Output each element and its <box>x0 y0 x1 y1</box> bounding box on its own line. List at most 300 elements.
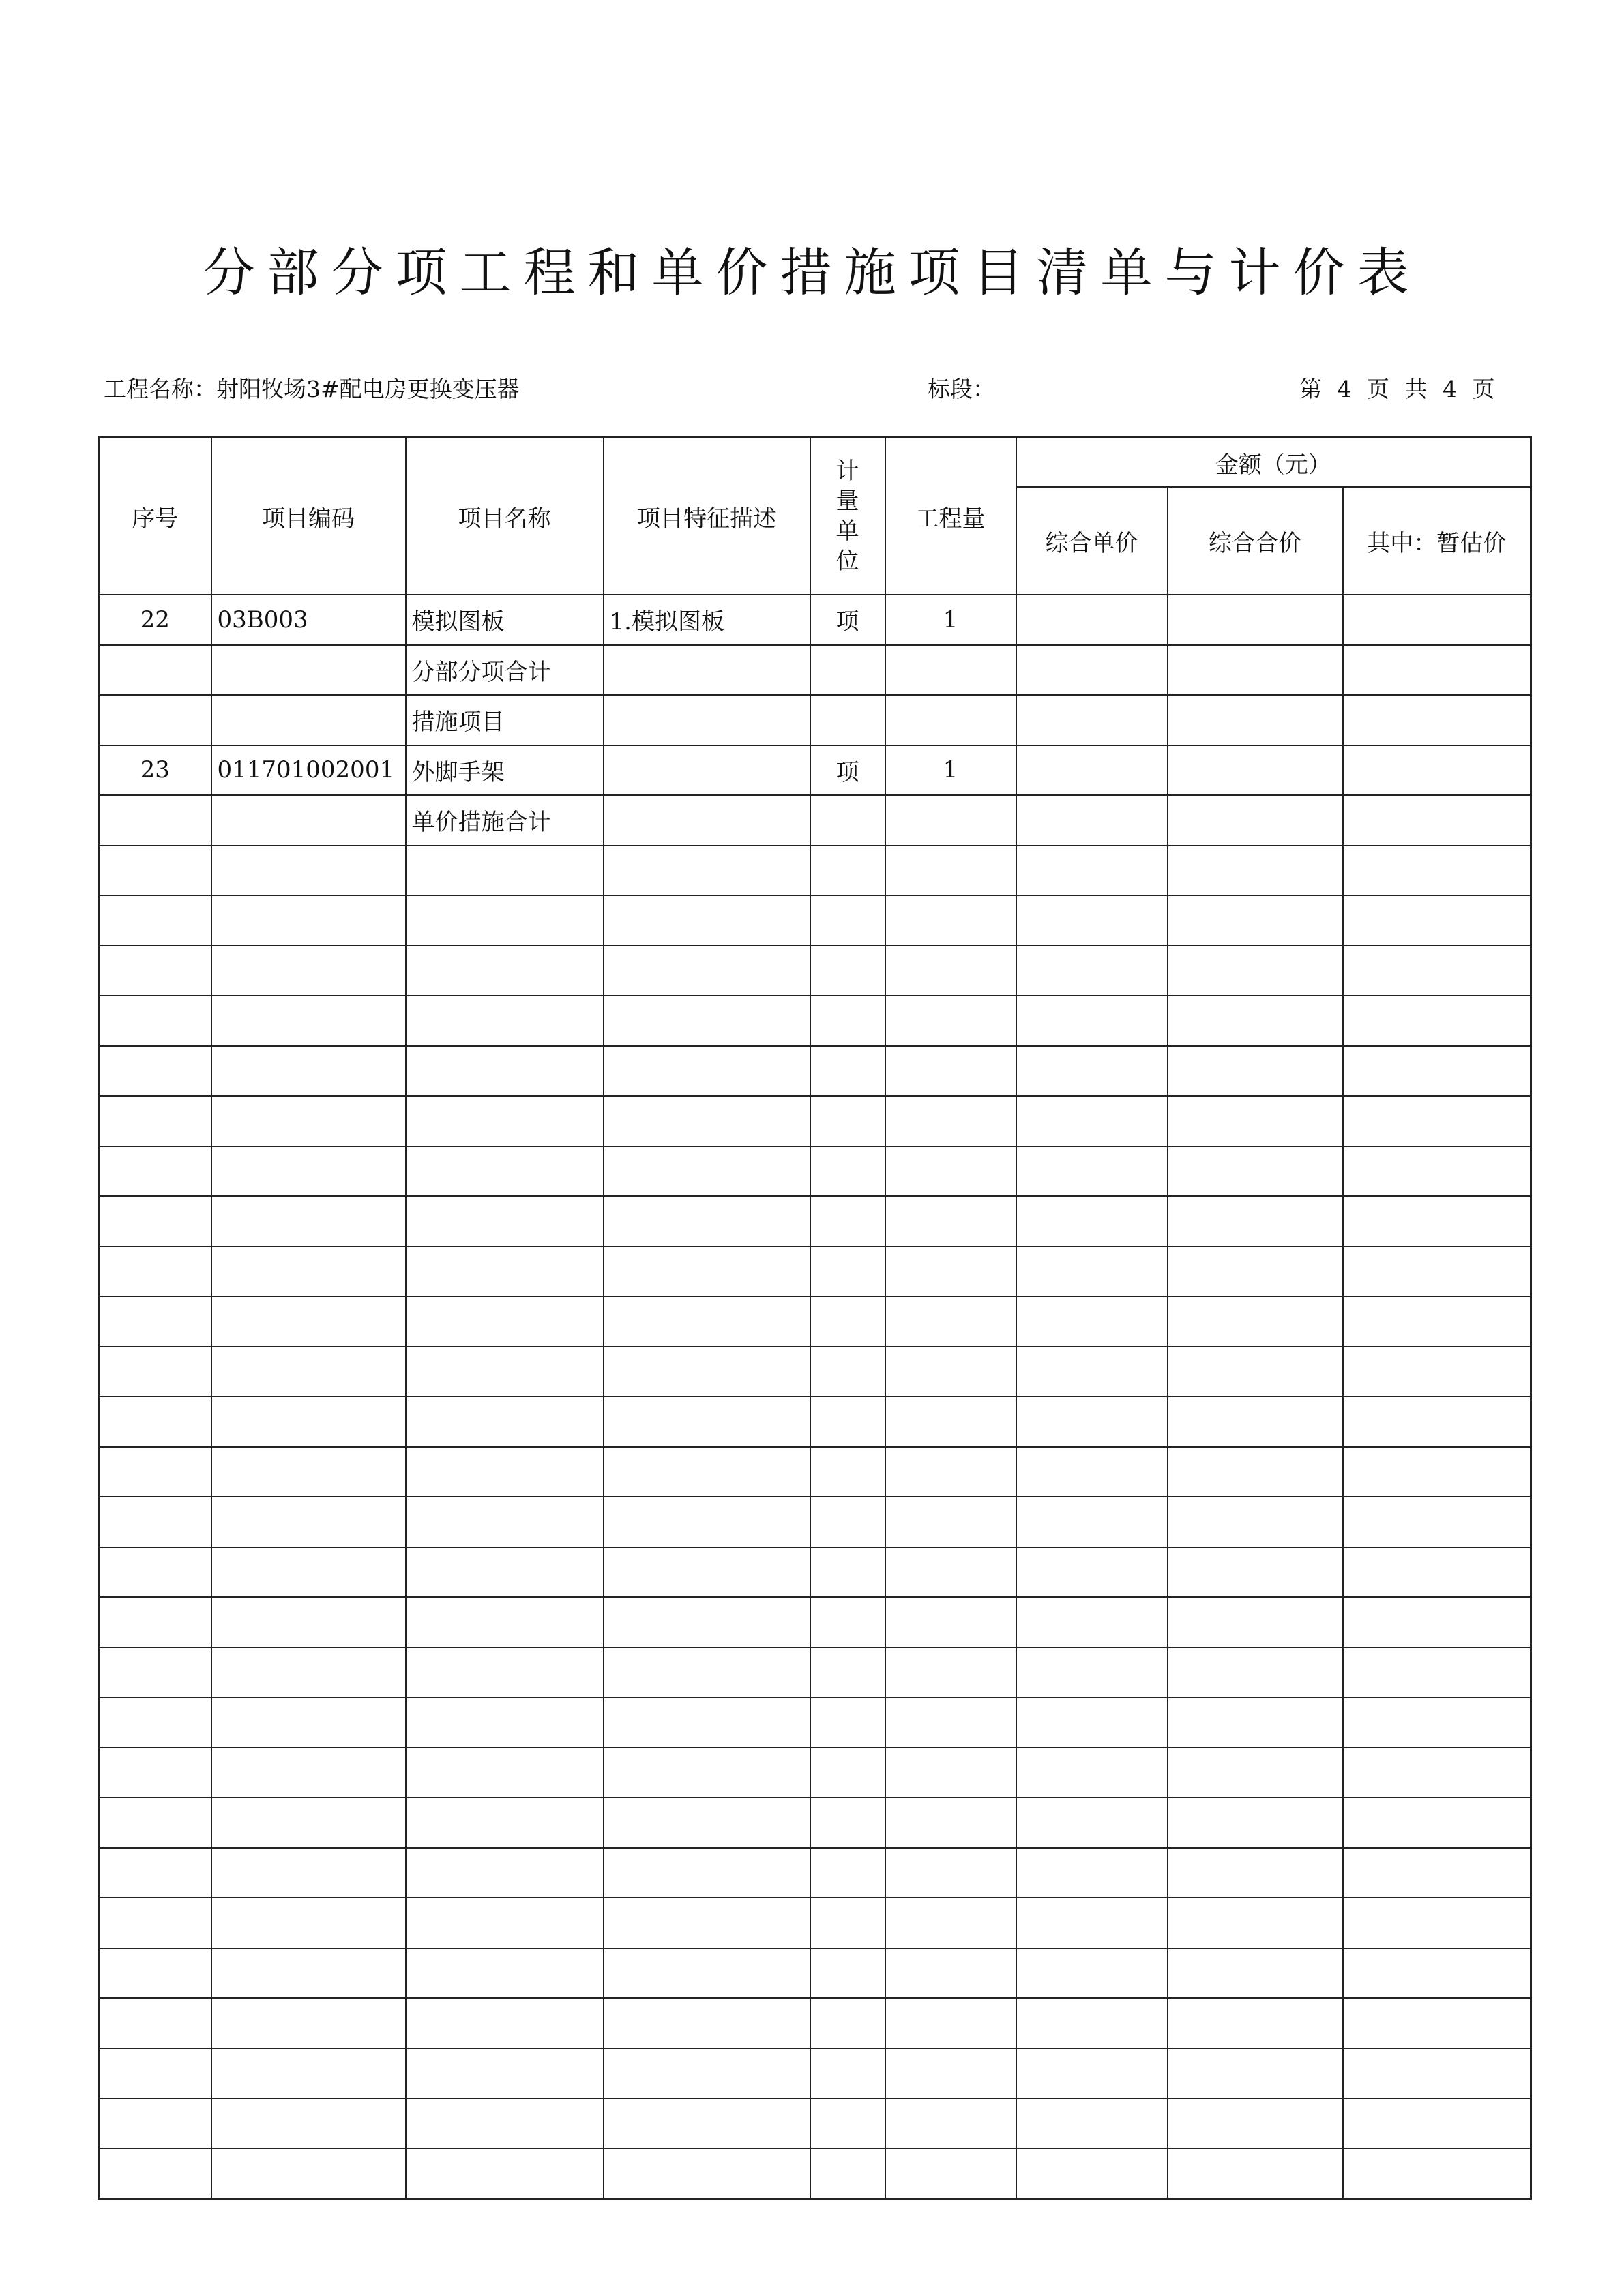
cell-total-price <box>1168 1597 1343 1648</box>
cell-qty <box>885 1247 1016 1297</box>
table-row <box>99 1898 1531 1948</box>
cell-desc <box>604 1597 810 1648</box>
cell-unit-price <box>1016 1296 1168 1347</box>
cell-total-price <box>1168 2098 1343 2149</box>
cell-qty <box>885 1497 1016 1547</box>
table-row <box>99 795 1531 846</box>
cell-name <box>406 1347 604 1397</box>
cell-est-price <box>1343 1096 1531 1146</box>
cell-est-price <box>1343 1597 1531 1648</box>
cell-est-price <box>1343 1648 1531 1698</box>
cell-unit <box>810 846 885 896</box>
cell-seq <box>99 846 211 896</box>
cell-code <box>211 1948 406 1999</box>
cell-total-price <box>1168 946 1343 996</box>
cell-code <box>211 996 406 1046</box>
cell-name <box>406 1046 604 1097</box>
cell-code <box>211 1046 406 1097</box>
cell-name <box>406 1397 604 1447</box>
cell-unit <box>810 1748 885 1798</box>
cell-unit-price <box>1016 1798 1168 1848</box>
cell-qty <box>885 946 1016 996</box>
cell-est-price <box>1343 895 1531 946</box>
cell-code: 011701002001 <box>211 745 406 796</box>
cell-code <box>211 1648 406 1698</box>
cell-unit-price <box>1016 1397 1168 1447</box>
cell-unit <box>810 2149 885 2199</box>
header-name: 项目名称 <box>406 438 604 595</box>
cell-unit <box>810 1146 885 1197</box>
cell-name <box>406 1748 604 1798</box>
cell-total-price <box>1168 2048 1343 2099</box>
cell-name <box>406 2149 604 2199</box>
table-row <box>99 996 1531 1046</box>
cell-seq <box>99 1998 211 2048</box>
cell-qty <box>885 645 1016 696</box>
cell-desc <box>604 996 810 1046</box>
cell-seq <box>99 1697 211 1748</box>
cell-total-price <box>1168 1296 1343 1347</box>
cell-qty <box>885 1196 1016 1247</box>
cell-name <box>406 1798 604 1848</box>
cell-name: 单价措施合计 <box>406 795 604 846</box>
cell-code: 03B003 <box>211 595 406 645</box>
cell-seq <box>99 1748 211 1798</box>
page-number-label: 第 4 页 共 4 页 <box>1299 376 1495 402</box>
cell-code <box>211 645 406 696</box>
cell-est-price <box>1343 996 1531 1046</box>
cell-desc <box>604 1648 810 1698</box>
cell-name <box>406 846 604 896</box>
cell-code <box>211 1347 406 1397</box>
cell-desc <box>604 1196 810 1247</box>
cell-seq <box>99 1296 211 1347</box>
cell-code <box>211 2149 406 2199</box>
table-row <box>99 1848 1531 1898</box>
cell-qty <box>885 1748 1016 1798</box>
cell-unit-price <box>1016 1898 1168 1948</box>
cell-unit-price <box>1016 1998 1168 2048</box>
cell-code <box>211 1798 406 1848</box>
cell-unit <box>810 1648 885 1698</box>
cell-unit-price <box>1016 895 1168 946</box>
cell-unit-price <box>1016 1697 1168 1748</box>
cell-qty <box>885 895 1016 946</box>
cell-unit <box>810 1397 885 1447</box>
cell-code <box>211 1848 406 1898</box>
cell-name <box>406 1848 604 1898</box>
cell-qty <box>885 1648 1016 1698</box>
cell-total-price <box>1168 1397 1343 1447</box>
cell-qty: 1 <box>885 745 1016 796</box>
cell-seq <box>99 695 211 745</box>
cell-name <box>406 1547 604 1598</box>
cell-desc <box>604 1347 810 1397</box>
table-row <box>99 895 1531 946</box>
cell-total-price <box>1168 1096 1343 1146</box>
cell-est-price <box>1343 745 1531 796</box>
cell-total-price <box>1168 795 1343 846</box>
cell-est-price <box>1343 1046 1531 1097</box>
cell-code <box>211 2048 406 2099</box>
cell-name <box>406 1998 604 2048</box>
cell-est-price <box>1343 1848 1531 1898</box>
cell-code <box>211 846 406 896</box>
section-label: 标段： <box>928 376 995 402</box>
cell-est-price <box>1343 1697 1531 1748</box>
cell-total-price <box>1168 1046 1343 1097</box>
cell-name <box>406 1296 604 1347</box>
cell-code <box>211 1146 406 1197</box>
cell-qty <box>885 1898 1016 1948</box>
header-unit-char: 量 <box>836 488 859 515</box>
cell-qty <box>885 1296 1016 1347</box>
cell-unit-price <box>1016 2098 1168 2149</box>
cell-code <box>211 1447 406 1497</box>
cell-unit-price <box>1016 1046 1168 1097</box>
cell-name <box>406 1247 604 1297</box>
cell-total-price <box>1168 645 1343 696</box>
cell-est-price <box>1343 1798 1531 1848</box>
cell-name: 模拟图板 <box>406 595 604 645</box>
header-unit <box>810 438 885 595</box>
cell-desc <box>604 1447 810 1497</box>
header-code: 项目编码 <box>211 438 406 595</box>
cell-est-price <box>1343 1146 1531 1197</box>
cell-name <box>406 996 604 1046</box>
cell-desc <box>604 2048 810 2099</box>
table-row <box>99 1648 1531 1698</box>
table-row <box>99 1948 1531 1999</box>
cell-desc <box>604 1748 810 1798</box>
cell-seq <box>99 1096 211 1146</box>
cell-desc <box>604 695 810 745</box>
cell-seq <box>99 1146 211 1197</box>
table-row <box>99 1998 1531 2048</box>
cell-name: 分部分项合计 <box>406 645 604 696</box>
header-desc: 项目特征描述 <box>604 438 810 595</box>
cell-unit <box>810 996 885 1046</box>
cell-seq <box>99 895 211 946</box>
cell-name <box>406 1096 604 1146</box>
cell-unit <box>810 2098 885 2149</box>
cell-name <box>406 895 604 946</box>
cell-total-price <box>1168 695 1343 745</box>
cell-name: 外脚手架 <box>406 745 604 796</box>
cell-code <box>211 1296 406 1347</box>
cell-seq <box>99 996 211 1046</box>
cell-desc <box>604 895 810 946</box>
cell-desc <box>604 846 810 896</box>
cell-desc <box>604 1798 810 1848</box>
cell-unit-price <box>1016 1497 1168 1547</box>
cell-qty <box>885 695 1016 745</box>
table-row <box>99 2149 1531 2199</box>
cell-desc: 1.模拟图板 <box>604 595 810 645</box>
cell-seq <box>99 1547 211 1598</box>
cell-unit: 项 <box>810 745 885 796</box>
cell-unit <box>810 795 885 846</box>
cell-total-price <box>1168 895 1343 946</box>
cell-unit-price <box>1016 795 1168 846</box>
header-unit-price: 综合单价 <box>1016 487 1168 595</box>
cell-est-price <box>1343 1347 1531 1397</box>
cell-unit-price <box>1016 1648 1168 1698</box>
table-row <box>99 1597 1531 1648</box>
cell-est-price <box>1343 846 1531 896</box>
table-row <box>99 1096 1531 1146</box>
cell-unit <box>810 1697 885 1748</box>
cell-unit: 项 <box>810 595 885 645</box>
table-row <box>99 846 1531 896</box>
cell-unit-price <box>1016 846 1168 896</box>
cell-code <box>211 1748 406 1798</box>
cell-unit <box>810 1948 885 1999</box>
cell-desc <box>604 1998 810 2048</box>
table-row <box>99 1497 1531 1547</box>
cell-code <box>211 1397 406 1447</box>
cell-total-price <box>1168 996 1343 1046</box>
cell-total-price <box>1168 1547 1343 1598</box>
cell-est-price <box>1343 1748 1531 1798</box>
cell-est-price <box>1343 695 1531 745</box>
table-row <box>99 1296 1531 1347</box>
cell-total-price <box>1168 1798 1343 1848</box>
cell-name <box>406 1648 604 1698</box>
cell-qty <box>885 1998 1016 2048</box>
cell-seq <box>99 1848 211 1898</box>
table-row <box>99 1547 1531 1598</box>
cell-code <box>211 1497 406 1547</box>
header-est-price: 其中：暂估价 <box>1343 487 1531 595</box>
cell-desc <box>604 2149 810 2199</box>
cell-seq <box>99 795 211 846</box>
cell-code <box>211 1697 406 1748</box>
cell-code <box>211 1096 406 1146</box>
cell-unit <box>810 1096 885 1146</box>
table-row <box>99 1748 1531 1798</box>
cell-seq <box>99 1497 211 1547</box>
cell-seq <box>99 1798 211 1848</box>
cell-unit-price <box>1016 1748 1168 1798</box>
cell-desc <box>604 1497 810 1547</box>
cell-seq <box>99 1247 211 1297</box>
cell-unit-price <box>1016 1447 1168 1497</box>
cell-est-price <box>1343 1397 1531 1447</box>
cell-unit <box>810 946 885 996</box>
cell-unit-price <box>1016 1347 1168 1397</box>
cell-desc <box>604 1296 810 1347</box>
cell-unit-price <box>1016 1196 1168 1247</box>
cell-qty <box>885 1697 1016 1748</box>
cell-total-price <box>1168 1998 1343 2048</box>
cell-qty <box>885 2098 1016 2149</box>
header-unit-char: 位 <box>836 548 859 575</box>
cell-name <box>406 946 604 996</box>
cell-seq <box>99 1397 211 1447</box>
cell-desc <box>604 1096 810 1146</box>
table-row <box>99 946 1531 996</box>
cell-qty <box>885 1347 1016 1397</box>
cell-total-price <box>1168 1848 1343 1898</box>
cell-desc <box>604 1697 810 1748</box>
cell-code <box>211 1547 406 1598</box>
cell-est-price <box>1343 1898 1531 1948</box>
cell-name <box>406 2098 604 2149</box>
cell-seq <box>99 946 211 996</box>
cell-unit-price <box>1016 695 1168 745</box>
cell-desc <box>604 1848 810 1898</box>
cell-desc <box>604 1046 810 1097</box>
cell-name <box>406 2048 604 2099</box>
cell-qty <box>885 846 1016 896</box>
cell-est-price <box>1343 645 1531 696</box>
cell-est-price <box>1343 1998 1531 2048</box>
cell-unit <box>810 2048 885 2099</box>
header-unit-char: 单 <box>836 518 859 545</box>
cell-est-price <box>1343 1948 1531 1999</box>
cell-unit <box>810 1497 885 1547</box>
table-row <box>99 1397 1531 1447</box>
cell-name <box>406 1898 604 1948</box>
header-qty: 工程量 <box>885 438 1016 595</box>
cell-total-price <box>1168 1948 1343 1999</box>
cell-seq <box>99 1597 211 1648</box>
cell-qty <box>885 1046 1016 1097</box>
table-row <box>99 1146 1531 1197</box>
cell-desc <box>604 1146 810 1197</box>
cell-seq <box>99 645 211 696</box>
cell-name <box>406 1597 604 1648</box>
cell-code <box>211 895 406 946</box>
cell-unit <box>810 1196 885 1247</box>
cell-unit <box>810 695 885 745</box>
cell-desc <box>604 645 810 696</box>
cell-desc <box>604 1247 810 1297</box>
cell-est-price <box>1343 1447 1531 1497</box>
cell-code <box>211 946 406 996</box>
cell-unit <box>810 895 885 946</box>
cell-total-price <box>1168 595 1343 645</box>
cell-code <box>211 795 406 846</box>
table-row <box>99 645 1531 696</box>
cell-unit <box>810 1848 885 1898</box>
cell-total-price <box>1168 846 1343 896</box>
table-row <box>99 1798 1531 1848</box>
cell-unit <box>810 1046 885 1097</box>
cell-seq <box>99 1898 211 1948</box>
cell-qty <box>885 2048 1016 2099</box>
cell-unit-price <box>1016 745 1168 796</box>
cell-seq <box>99 1648 211 1698</box>
cell-est-price <box>1343 795 1531 846</box>
cell-qty <box>885 1146 1016 1197</box>
cell-name <box>406 1948 604 1999</box>
table-row <box>99 1347 1531 1397</box>
cell-unit <box>810 1247 885 1297</box>
cell-desc <box>604 1547 810 1598</box>
cell-qty <box>885 996 1016 1046</box>
cell-seq <box>99 1196 211 1247</box>
cell-seq: 23 <box>99 745 211 796</box>
cell-unit-price <box>1016 1247 1168 1297</box>
cell-total-price <box>1168 745 1343 796</box>
cell-name <box>406 1196 604 1247</box>
table-row <box>99 595 1531 645</box>
page-title: 分部分项工程和单价措施项目清单与计价表 <box>203 242 1421 303</box>
cell-name <box>406 1697 604 1748</box>
table-body <box>99 595 1531 2199</box>
cell-unit-price <box>1016 595 1168 645</box>
cell-qty <box>885 1096 1016 1146</box>
cell-qty <box>885 1948 1016 1999</box>
cell-unit-price <box>1016 1848 1168 1898</box>
cell-name <box>406 1497 604 1547</box>
cell-code <box>211 695 406 745</box>
cell-qty <box>885 1397 1016 1447</box>
cell-unit-price <box>1016 2048 1168 2099</box>
cell-code <box>211 1998 406 2048</box>
cell-est-price <box>1343 2149 1531 2199</box>
cell-total-price <box>1168 1748 1343 1798</box>
cell-total-price <box>1168 1247 1343 1297</box>
project-name-label: 工程名称：射阳牧场3#配电房更换变压器 <box>104 376 520 402</box>
cell-qty <box>885 2149 1016 2199</box>
cell-desc <box>604 1397 810 1447</box>
cell-unit <box>810 1347 885 1397</box>
cell-est-price <box>1343 2098 1531 2149</box>
cell-code <box>211 1247 406 1297</box>
cell-unit-price <box>1016 1547 1168 1598</box>
cell-est-price <box>1343 946 1531 996</box>
table-row <box>99 2098 1531 2149</box>
cell-name <box>406 1447 604 1497</box>
cell-total-price <box>1168 1196 1343 1247</box>
cell-seq <box>99 2098 211 2149</box>
header-total-price: 综合合价 <box>1168 487 1343 595</box>
cell-name <box>406 1146 604 1197</box>
cell-seq <box>99 2048 211 2099</box>
cell-seq: 22 <box>99 595 211 645</box>
cell-unit-price <box>1016 1146 1168 1197</box>
cell-desc <box>604 795 810 846</box>
cell-total-price <box>1168 1146 1343 1197</box>
cell-total-price <box>1168 1898 1343 1948</box>
table-row <box>99 1447 1531 1497</box>
cell-unit <box>810 1296 885 1347</box>
table-row <box>99 745 1531 796</box>
cell-qty <box>885 1447 1016 1497</box>
table-row <box>99 1247 1531 1297</box>
cell-seq <box>99 2149 211 2199</box>
cell-name: 措施项目 <box>406 695 604 745</box>
cell-unit-price <box>1016 1597 1168 1648</box>
cell-total-price <box>1168 1648 1343 1698</box>
cell-est-price <box>1343 2048 1531 2099</box>
cell-seq <box>99 1347 211 1397</box>
table-row <box>99 2048 1531 2099</box>
cell-est-price <box>1343 1247 1531 1297</box>
cell-total-price <box>1168 2149 1343 2199</box>
cell-qty: 1 <box>885 595 1016 645</box>
cell-seq <box>99 1046 211 1097</box>
cell-code <box>211 1597 406 1648</box>
cell-code <box>211 1196 406 1247</box>
cell-code <box>211 2098 406 2149</box>
cell-unit-price <box>1016 2149 1168 2199</box>
cell-qty <box>885 795 1016 846</box>
cell-unit-price <box>1016 1948 1168 1999</box>
